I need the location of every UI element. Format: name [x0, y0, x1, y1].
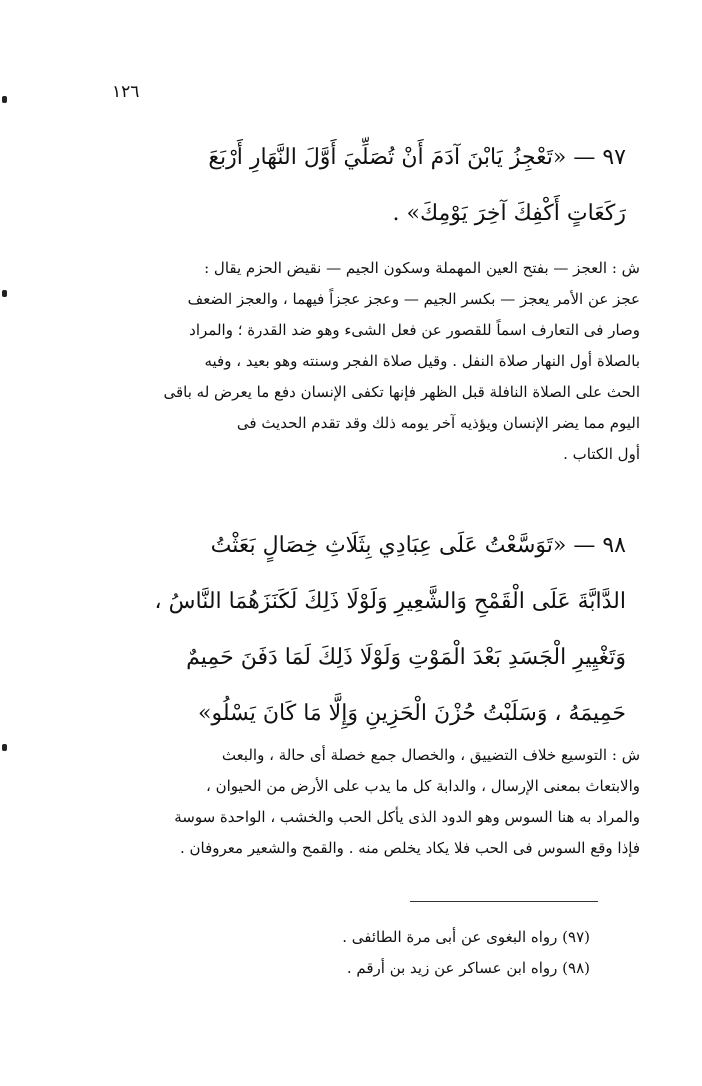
- scan-mark: [2, 96, 7, 103]
- footnote-divider: [410, 901, 598, 902]
- commentary-line: وصار فى التعارف اسماً للقصور عن فعل الشىء وهو ضد القدرة ؛ والمراد: [189, 321, 640, 339]
- commentary-line: فإذا وقع السوس فى الحب فلا يكاد يخلص منه . والقمح والشعير معروفان .: [179, 839, 640, 857]
- commentary-line: ش : العجز — بفتح العين المهملة وسكون الجيم — نقيض الحزم يقال :: [204, 259, 640, 277]
- hadith-97: [56, 130, 626, 242]
- page-number: ١٢٦: [112, 82, 140, 102]
- footnote-97: (٩٧) رواه البغوى عن أبى مرة الطائفى .: [342, 928, 590, 946]
- commentary-line: والمراد به هنا السوس وهو الدود الذى يأكل الحب والخشب ، الواحدة سوسة: [174, 808, 640, 826]
- hadith-line: ٩٨ — «تَوَسَّعْتُ عَلَى عِبَادِي بِثَلَاثِ خِصَالٍ بَعَثْتُ: [210, 533, 626, 558]
- hadith-line: الدَّابَّةَ عَلَى الْقَمْحِ وَالشَّعِيرِ وَلَوْلَا ذَلِكَ لَكَنَزَهُمَا النَّاسُ ،: [154, 589, 626, 614]
- hadith-line: وَتَغْيِيرِ الْجَسَدِ بَعْدَ الْمَوْتِ وَلَوْلَا ذَلِكَ لَمَا دَفَنَ حَمِيمٌ: [186, 645, 626, 670]
- commentary-line: أول الكتاب .: [563, 445, 640, 463]
- commentary-line: والابتعاث بمعنى الإرسال ، والدابة كل ما يدب على الأرض من الحيوان ،: [206, 777, 640, 795]
- hadith-98: [56, 518, 626, 742]
- commentary-line: بالصلاة أول النهار صلاة النفل . وقيل صلاة الفجر وسنته وهو بعيد ، وفيه: [204, 352, 640, 370]
- commentary-98: [60, 740, 640, 864]
- footnote-98: (٩٨) رواه ابن عساكر عن زيد بن أرقم .: [346, 959, 590, 977]
- commentary-line: اليوم مما يضر الإنسان ويؤذيه آخر يومه ذلك وقد تقدم الحديث فى: [236, 414, 640, 432]
- scan-mark: [2, 290, 7, 297]
- commentary-line: عجز عن الأمر يعجز — بكسر الجيم — وعجز عجزاً فيهما ، والعجز الضعف: [187, 290, 640, 308]
- commentary-line: الحث على الصلاة النافلة قبل الظهر فإنها تكفى الإنسان دفع ما يعرض له باقى: [163, 383, 640, 401]
- hadith-line: رَكَعَاتٍ أَكْفِكَ آخِرَ يَوْمِكَ» .: [392, 201, 626, 226]
- hadith-line: ٩٧ — «تَعْجِزُ يَابْنَ آدَمَ أَنْ تُصَلِّيَ أَوَّلَ النَّهَارِ أَرْبَعَ: [208, 145, 626, 170]
- hadith-line: حَمِيمَهُ ، وَسَلَبْتُ حُزْنَ الْحَزِينِ وَإِلَّا مَا كَانَ يَسْلُو»: [198, 701, 626, 726]
- commentary-97: [60, 253, 640, 470]
- commentary-line: ش : التوسيع خلاف التضييق ، والخصال جمع خصلة أى حالة ، والبعث: [221, 746, 640, 764]
- footnotes: [260, 922, 590, 984]
- scan-mark: [2, 744, 7, 751]
